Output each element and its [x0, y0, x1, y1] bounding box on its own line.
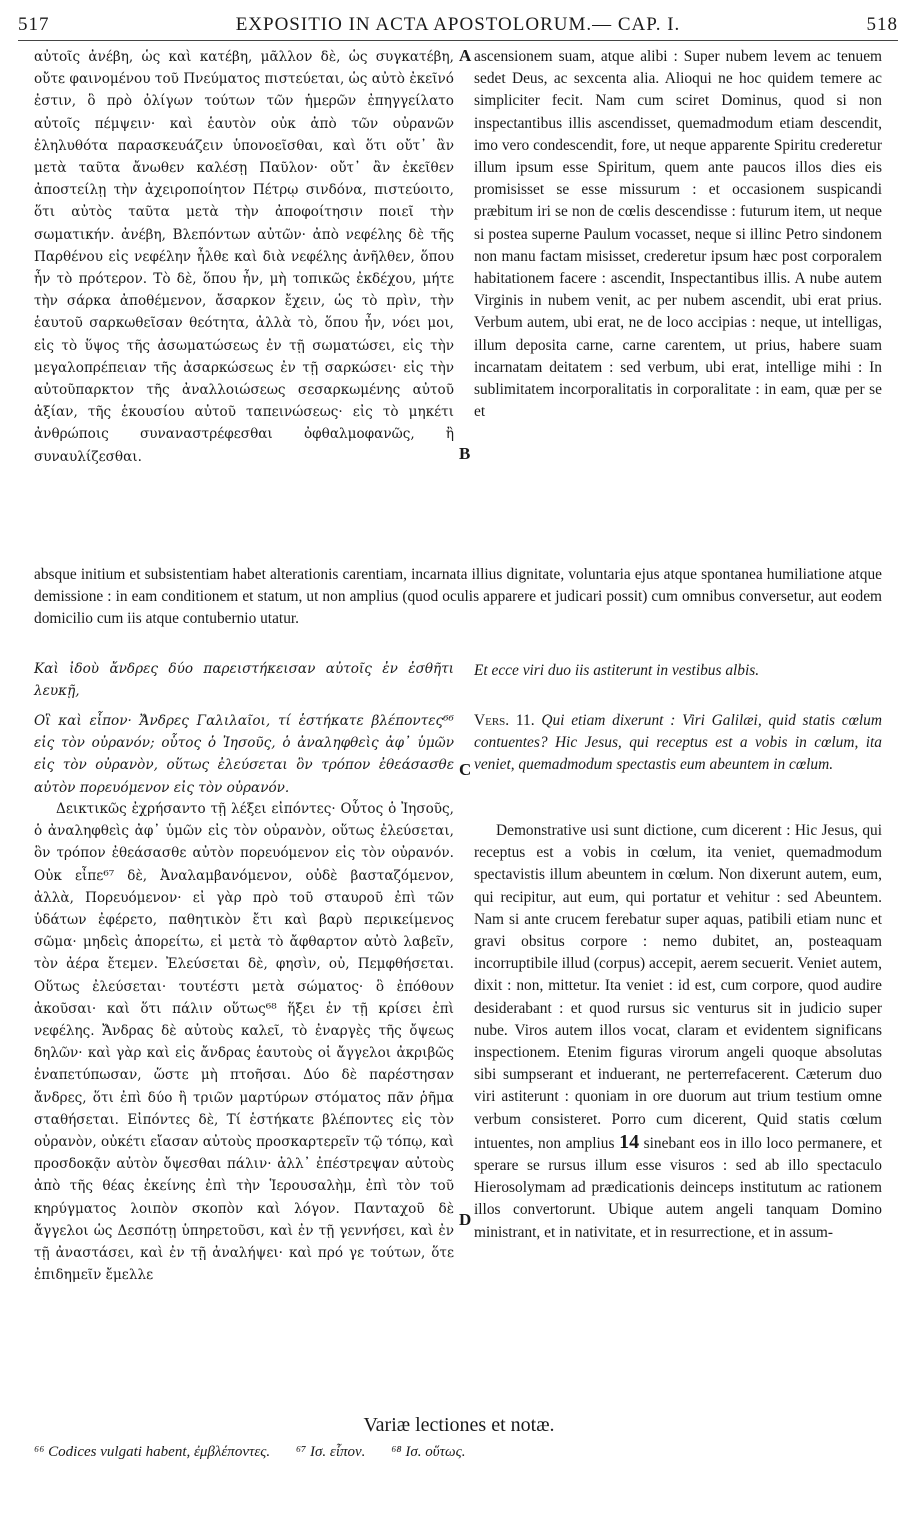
running-title: EXPOSITIO IN ACTA APOSTOLORUM.— CAP. I.	[235, 14, 681, 35]
notes-list	[34, 1444, 882, 1461]
latin-commentary-a: Demonstrative usi sunt dictione, cum dicerent : Hic Jesus, qui receptus est a vobis in cœlum, ita veniet, quemadmodum spectavistis illum abeuntem in cœlum. Non dixerunt autem, eum, qui recipitur, aut eum, qui portatur et vehitur : sed Abeuntem. Nam si ante crucem ferebatur super aquas, patibili etiam nunc et gravi obsitus corpore : nemo dubitet, an, posteaquam incorruptibile illud (corpus) accepit, aerem secuerit. Veniet autem, dixit : non, mittetur. Ita veniet : id est, cum corpore, quod audire desiderabant : et quod rursus sic venturus sit in judicio super nube. Viros autem illos vocat, claram et evidentem significans inspectionem. Etenim figuras virorum angeli quoque absolutas sibi sumpserant et induerant, ne perterrefacerent. Cæterum duo viri astiterunt : quoniam in ore duorum aut trium testium omne verbum consisteret. Porro cum dicerent, Quid statis cœlum intuentes, non amplius	[474, 822, 882, 1152]
latin-commentary-b: sinebant eos in illo loco permanere, et sperare se rursus illum esse visuros : sed ab illo spectaculo Hierosolymam ad prædicationis deinceps institutum ac rationem illos convertorunt. Ubique autem angeli tanquam Domino ministrant, et in nativitate, et in resurrectione, et in assum-	[474, 1134, 882, 1241]
margin-marker-a: A	[459, 46, 472, 65]
page-number-right: 518	[866, 14, 898, 35]
latin-paragraph: ascensionem suam, atque alibi : Super nubem levem ac tenuem sedet Deus, ac sexcenta alia. Alioqui ne hoc quidem temere ac simpliciter fecit. Nam cum sciret Dominus, quod si non inspectantibus illis ascendisset, quemadmodum etiam descendit, imo vero condescendit, fore, ut neque apparente Spiritu crederetur illum ipsum esse Spiritum, quem ante paucos illos dies eis promisisset se esse missurum : et occasionem suspicandi præbitum iri se non de cœlis descendisse : futurum item, ut neque si postea superne Paulum vocasset, neque si illinc Petro sindonem non manu factam misisset, crederetur ipsum hæc post corporalem habitationem facere : ascendit, Inspectantibus illis. A nube autem Virginis in nubem venit, ac per nubem ascendit, ubi erat prius. Verbum autem, ubi erat, ne de loco accipias : neque, ut intelligas, illum deposita carne, carne carentem, ut prius, habere suam incarnatam deitatem : sed verbum, ubi erat, intellige mihi : In sublimitatem incorporalitatis in corporalitate : in eam, quæ per se et	[474, 48, 882, 421]
greek-paragraph: αὐτοῖς ἀνέβη, ὡς καὶ κατέβη, μᾶλλον δὲ, ὡς συγκατέβη, οὔτε φαινομένου τοῦ Πνεύματος πιστεύεται, ὡς αὐτὸ ἐκεῖνό ἐστιν, ὃ πρὸ ὀλίγων τούτων τῶν ἡμερῶν ἐπηγγείλατο αὐτοῖς πέμψειν· καὶ ἑαυτὸν οὐκ ἀπὸ τῶν οὐρανῶν ἐληλυθότα παρασκευάζειν ὑπονοεῖσθαι, καὶ ὅτι οὔτ᾽ ἂν μετὰ ταῦτα ἄνωθεν καλέσῃ Παῦλον· οὔτ᾽ ἂν ἐκεῖθεν ἀποστείλῃ τὴν ἀχειροποίητον Πέτρῳ σινδόνα, πιστεύοιτο, ὅτι αὐτὸς ταῦτα μετὰ τὴν ἀποφοίτησιν ποιεῖ τὴν σωματικήν. ἀνέβη, Βλεπόντων αὐτῶν· ἀπὸ νεφέλης δὲ τῆς Παρθένου εἰς νεφέλην ἦλθε καὶ διὰ νεφέλης ἀνῆλθεν, ὅπου ἦν τὸ πρότερον. Τὸ δὲ, ὅπου ἦν, μὴ τοπικῶς ἐκδέχου, μήτε τὴν σάρκα ἀποθέμενον, ἄσαρκον ἔχειν, ὡς τὸ πρὶν, τὴν ἑαυτοῦ σαρκωθεῖσαν θεότητα, ἀλλὰ τὸ, ὅπου ἦν, νόει μοι, εἰς τὸ ὕψος τῆς ἀσωματώσεως ἐν τῇ σωματώσει, εἰς τὴν μεγαλοπρέπειαν τῆς ἀσαρκώσεως ἐν τῇ σαρκώσει· εἰς τὴν αὐτοῦπαρκτον τῆς ἀναλλοιώσεως σεσαρκωμένης αὐτοῦ ἀξίαν, τῆς ἑκουσίου αὐτοῦ ταπεινώσεως· εἰς τὸ μηκέτι ἀνθρώποις συναναστρέφεσθαι ὀφθαλμοφανῶς, ἢ συναυλίζεσθαι.	[34, 49, 454, 465]
verse-number: Vers. 11.	[474, 712, 535, 729]
latin-full-width-paragraph: absque initium et subsistentiam habet alterationis carentiam, incarnata illius dignitate, voluntaria ejus atque spontanea humiliatione atque demissione : in eam conditionem et statum, ut non amplius (quod oculis apparere et judicari possit) cum omnibus conversetur, aut eodem domicilio cum iis atque contubernio utatur.	[34, 566, 882, 628]
latin-verse-11	[474, 710, 882, 777]
column-number: 14	[619, 1130, 640, 1153]
header-rule	[18, 40, 898, 41]
latin-column-block2	[474, 820, 882, 1244]
greek-commentary: Δεικτικῶς ἐχρήσαντο τῇ λέξει εἰπόντες· Οὗτος ὁ Ἰησοῦς, ὁ ἀναληφθεὶς ἀφ᾽ ὑμῶν εἰς τὸν οὐρανὸν, οὕτως ἐλεύσεται, ὃν τρόπον ἐθεάσασθε αὐτὸν πορευόμενον εἰς τὸν οὐρανόν. Οὐκ εἶπε⁶⁷ δὲ, Ἀναλαμβανόμενον, οὐδὲ βασταζόμενον, ἀλλὰ, Πορευόμενον· εἰ γὰρ πρὸ τοῦ σταυροῦ ἐπὶ τῶν ὑδάτων ἐφέρετο, παθητικὸν ἔτι καὶ βαρὺ περικείμενος σῶμα· μηδεὶς ἀπορείτω, εἰ μετὰ τὸ ἄφθαρτον αὐτὸ λαβεῖν, τὸν ἀέρα ἔτεμεν. Ἐλεύσεται δὲ, φησὶν, οὐ, Πεμφθήσεται. Οὕτως ἐλεύσεται· τουτέστι μετὰ σώματος· ὃ ἐπόθουν ἀκοῦσαι· καὶ ὅτι πάλιν οὕτως⁶⁸ ἥξει ἐν τῇ κρίσει ἐπὶ νεφέλης. Ἄνδρας δὲ αὐτοὺς καλεῖ, τὸ ἐναργὲς τῆς ὄψεως δηλῶν· καὶ γὰρ καὶ εἰς ἄνδρας ἑαυτοὺς οἱ ἄγγελοι ἀκριβῶς ἐναπετύπωσαν, ὥστε μὴ πτοῆσαι. Δύο δὲ παρέστησαν ἄνδρες, ὅτι ἐπὶ δύο ἢ τριῶν μαρτύρων στόματος πᾶν ῥῆμα σταθήσεται. Εἰπόντες δὲ, Τί ἑστήκατε βλέποντες εἰς τὸν οὐρανὸν, οὐκέτι εἴασαν αὐτοὺς προσκαρτερεῖν τῷ τόπῳ, καὶ προσδοκᾷν αὐτὸν ὄψεσθαι πάλιν· ἀλλ᾽ ἐπέστρεψαν αὐτοὺς ἀπὸ τῆς θέας ἐκείνης ἐπὶ τὴν Ἱερουσαλὴμ, ἐπὶ τὸν τοῦ κηρύγματος λοιπὸν σκοπὸν καὶ λόγον. Πανταχοῦ δὲ ἄγγελοι ὡς Δεσπότῃ ὑπηρετοῦσι, καὶ ἐν τῇ γεννήσει, καὶ ἐν τῇ ἀναστάσει, καὶ ἐν τῇ ἀναλήψει· καὶ πρό γε τούτων, ὅτε ἐπιδημεῖν ἔμελλε	[34, 801, 454, 1284]
greek-column-block2	[34, 798, 454, 1286]
margin-marker-d: D	[459, 1210, 472, 1229]
greek-verse-11-text: Οἳ καὶ εἶπον· Ἄνδρες Γαλιλαῖοι, τί ἑστήκατε βλέποντες⁶⁶ εἰς τὸν οὐρανόν; οὗτος ὁ Ἰησοῦς, ὁ ἀναληφθεὶς ἀφ᾽ ὑμῶν εἰς τὸν οὐρανὸν, οὕτως ἐλεύσεται ὃν τρόπον ἐθεάσασθε αὐτὸν πορευόμενον εἰς τὸν οὐρανόν.	[34, 713, 454, 796]
latin-column-block1	[474, 46, 882, 423]
page-header	[18, 14, 898, 40]
greek-verse-10	[34, 658, 454, 702]
margin-marker-c: C	[459, 760, 472, 779]
greek-column-block1	[34, 46, 454, 468]
greek-verse-10-text: Καὶ ἰδοὺ ἄνδρες δύο παρειστήκεισαν αὐτοῖς ἐν ἐσθῆτι λευκῇ,	[34, 661, 454, 700]
note-item: ⁶⁶ Codices vulgati habent, ἐμβλέποντες.	[34, 1444, 271, 1460]
notes-title: Variæ lectiones et notæ.	[363, 1414, 555, 1436]
page-number-left: 517	[18, 14, 50, 35]
margin-marker-b: B	[459, 444, 471, 463]
latin-verse-10-text: Et ecce viri duo iis astiterunt in vestibus albis.	[474, 662, 760, 679]
latin-verse-11-text: Qui etiam dixerunt : Viri Galilæi, quid statis cœlum contuentes? Hic Jesus, qui receptus est a vobis in cœlum, ita veniet, quemadmodum spectastis eum abeuntem in cœlum.	[474, 712, 882, 774]
greek-verse-11	[34, 710, 454, 799]
note-item: ⁶⁷ Ισ. εἶπον.	[295, 1444, 366, 1460]
note-item: ⁶⁸ Ισ. οὕτως.	[391, 1444, 466, 1460]
latin-verse-10	[474, 660, 882, 682]
